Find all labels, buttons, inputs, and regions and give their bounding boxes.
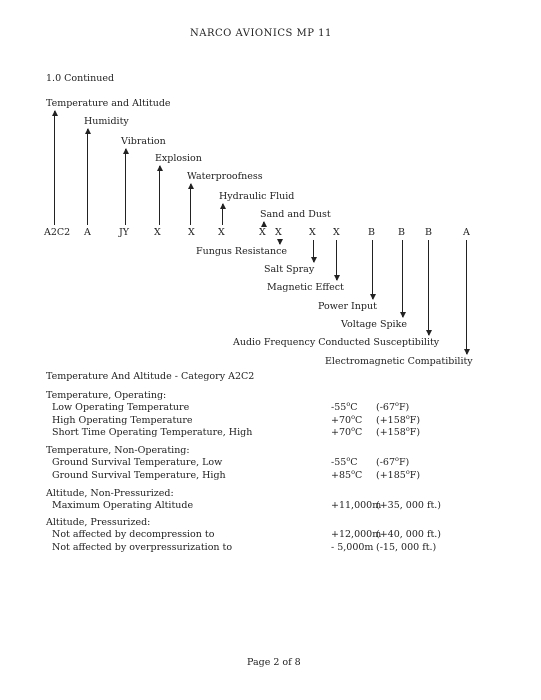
category-code: B (368, 227, 375, 238)
test-label-below: Electromagnetic Compatibility (325, 356, 473, 367)
category-code: X (218, 227, 225, 238)
spec-group-heading: Temperature, Non-Operating: (46, 445, 190, 456)
spec-metric-value: $+70^oC$ (331, 425, 363, 438)
test-label-below: Voltage Spike (341, 319, 407, 330)
spec-group-heading: Altitude, Non-Pressurized: (46, 488, 174, 499)
category-code: X (309, 227, 316, 238)
category-code: B (398, 227, 405, 238)
spec-metric-value: +11,000m (331, 500, 382, 511)
spec-imperial-value: $(+158^oF)$ (376, 425, 421, 438)
category-code: X (333, 227, 340, 238)
spec-row-label: Ground Survival Temperature, High (52, 469, 226, 481)
test-label-below: Fungus Resistance (196, 246, 288, 257)
spec-group-heading: Altitude, Pressurized: (46, 517, 151, 528)
spec-metric-value: +12,000m (331, 529, 382, 540)
page-footer: Page 2 of 8 (247, 657, 301, 668)
spec-imperial-value: (-15, 000 ft.) (376, 541, 437, 553)
test-label-below: Magnetic Effect (267, 282, 344, 293)
spec-imperial-value: (+35, 000 ft.) (376, 500, 442, 511)
spec-imperial-value: $(+185^oF)$ (376, 467, 421, 481)
spec-metric-value: $+70^oC$ (331, 412, 363, 426)
spec-imperial-value: $(+158^oF)$ (376, 412, 421, 426)
test-label-below: Audio Frequency Conducted Susceptibility (233, 337, 440, 348)
test-label-above: Sand and Dust (260, 209, 331, 220)
category-code: X (275, 227, 282, 238)
spec-imperial-value: (+40, 000 ft.) (376, 529, 442, 540)
category-code: A2C2 (44, 227, 71, 238)
spec-row-label: Short Time Operating Temperature, High (52, 427, 253, 438)
spec-imperial-value: (-67$^o$F) (376, 455, 410, 468)
category-code: A (84, 227, 91, 238)
test-label-above: Temperature and Altitude (46, 98, 171, 109)
category-code: A (463, 227, 470, 238)
test-label-above: Explosion (155, 153, 202, 164)
category-code: JY (119, 227, 130, 238)
test-label-above: Vibration (121, 136, 166, 147)
test-label-above: Hydraulic Fluid (219, 191, 295, 202)
spec-row-label: Low Operating Temperature (52, 402, 190, 413)
test-label-above: Waterproofness (187, 171, 263, 182)
spec-metric-value: $+85^oC$ (331, 467, 363, 481)
spec-row-label: High Operating Temperature (52, 414, 193, 426)
spec-row-label: Ground Survival Temperature, Low (52, 457, 223, 468)
category-code: X (259, 227, 266, 238)
spec-group-heading: Temperature, Operating: (46, 390, 167, 401)
test-label-below: Power Input (318, 301, 377, 312)
spec-imperial-value: (-67$^o$F) (376, 400, 410, 413)
section-heading: 1.0 Continued (46, 73, 115, 84)
spec-metric-value: -55$^o$C (331, 400, 358, 413)
spec-metric-value: - 5,000m (331, 541, 374, 553)
spec-row-label: Not affected by decompression to (52, 529, 215, 540)
document-title: NARCO AVIONICS MP 11 (190, 28, 332, 39)
category-code: X (154, 227, 161, 238)
test-label-above: Humidity (84, 116, 129, 127)
spec-title: Temperature And Altitude - Category A2C2 (46, 371, 255, 382)
category-code: B (425, 227, 432, 238)
spec-row-label: Not affected by overpressurization to (52, 541, 233, 553)
test-label-below: Salt Spray (264, 264, 315, 275)
spec-row-label: Maximum Operating Altitude (52, 500, 194, 511)
category-code: X (188, 227, 195, 238)
spec-metric-value: -55$^o$C (331, 455, 358, 468)
